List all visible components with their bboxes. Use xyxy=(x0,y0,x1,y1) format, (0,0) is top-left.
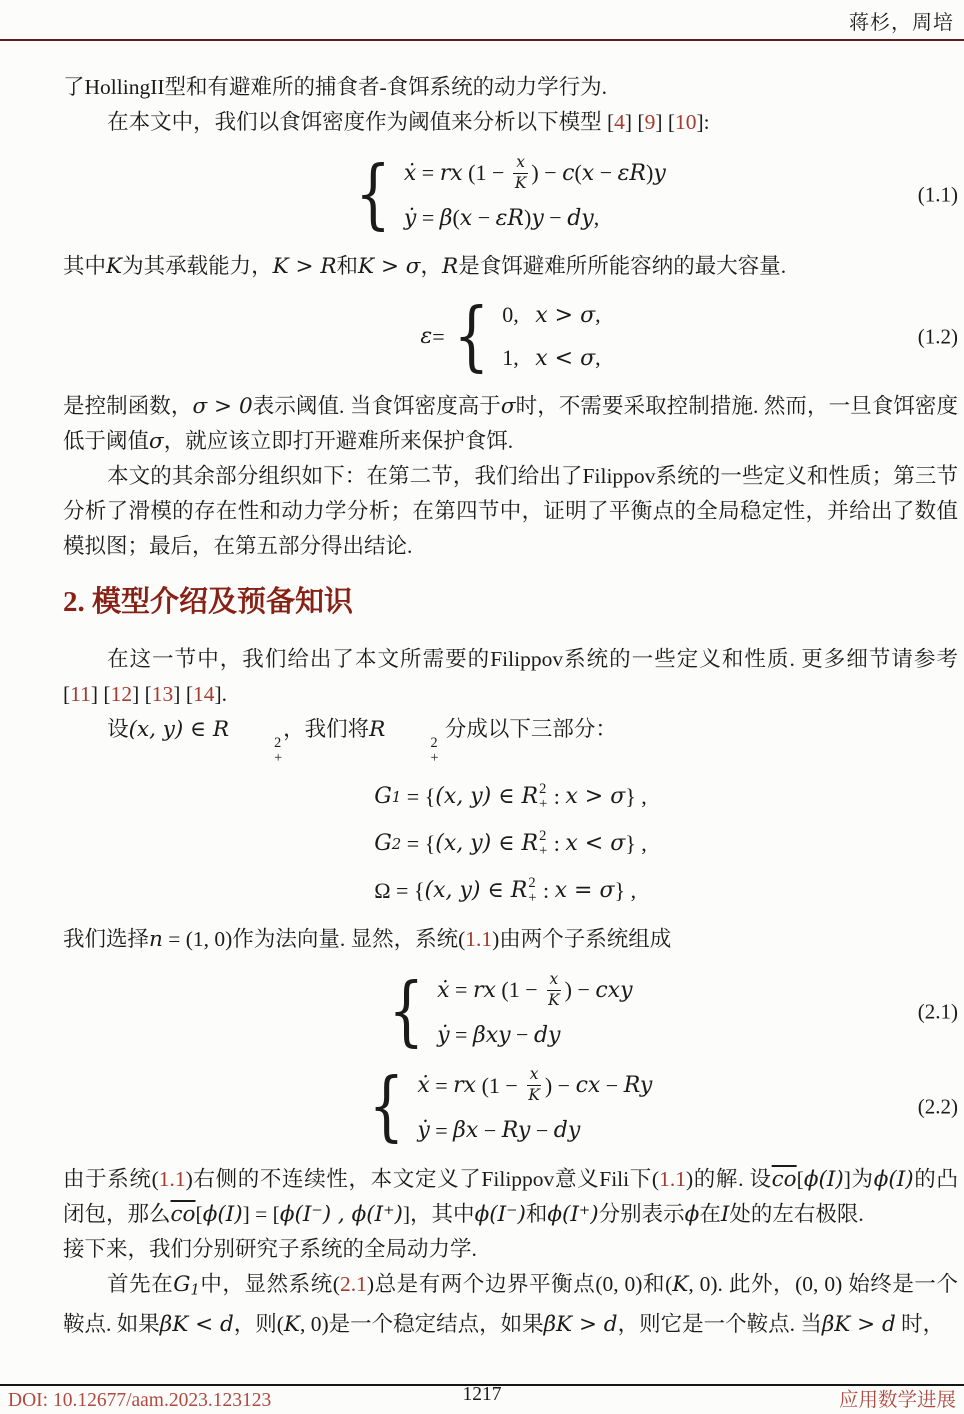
equation-lines xyxy=(437,971,632,1052)
text-run: ，就应该立即打开避难所来保护食饵. xyxy=(163,429,514,454)
equation-body xyxy=(420,292,601,381)
text-run: = xyxy=(429,1117,454,1143)
text-run: − xyxy=(478,1117,502,1143)
text-run: = xyxy=(432,323,445,349)
text-run: 2 xyxy=(391,834,402,853)
paragraph-continuation xyxy=(63,70,958,105)
text-run: } , xyxy=(625,830,647,856)
text-run: ( xyxy=(452,205,460,231)
text-run: (x, y) ∈ R xyxy=(128,717,230,743)
equation-line xyxy=(404,154,666,192)
equation-line xyxy=(404,201,666,235)
text-run: 1 xyxy=(190,1281,200,1299)
equation-label: (2.1) xyxy=(917,999,958,1024)
text-run: ]. xyxy=(214,682,228,707)
text-run: ]为 xyxy=(843,1166,874,1191)
equation-line xyxy=(437,1018,632,1052)
equation-lines xyxy=(502,298,600,375)
text-run: cxy xyxy=(595,977,633,1003)
equation-label: (1.2) xyxy=(917,324,958,349)
text-run: dy xyxy=(567,205,594,231)
text-run: (1 − xyxy=(462,160,510,186)
text-run: , xyxy=(593,205,600,231)
text-run: x xyxy=(459,205,473,231)
text-run: β xyxy=(439,205,453,231)
text-run: G xyxy=(173,1271,191,1297)
text-run: 接下来，我们分别研究子系统的全局动力学. xyxy=(63,1236,477,1261)
text-run: ϕ(I⁻) xyxy=(474,1201,526,1227)
text-run: ( xyxy=(574,160,582,186)
text-run: y xyxy=(653,160,666,186)
text-run: (x, y) ∈ R xyxy=(435,831,539,857)
text-run: G xyxy=(374,831,392,857)
text-run: 表示阈值. 当食饵密度高于 xyxy=(252,394,501,419)
text-run: 和 xyxy=(336,254,359,279)
text-run: ] [ xyxy=(173,682,193,707)
text-run: x > σ xyxy=(535,302,596,328)
text-run: ) − xyxy=(544,1072,576,1098)
text-run: )右侧的不连续性，本文定义了Filippov意义Fili下( xyxy=(185,1166,660,1191)
text-run: = (1, 0)作为法向量. 显然，系统( xyxy=(162,926,466,951)
paragraph-outline xyxy=(63,459,958,564)
equation-body xyxy=(368,1062,653,1151)
text-run: K xyxy=(106,254,123,280)
text-run: − xyxy=(543,205,568,231)
text-run: c xyxy=(562,160,575,186)
page-number: 1217 xyxy=(462,1384,502,1405)
paragraph-control-function xyxy=(63,389,958,459)
text-run: ，我们将 xyxy=(283,717,370,742)
text-run: )由两个子系统组成 xyxy=(492,926,672,951)
text-run: 设 xyxy=(107,717,129,742)
text-run: (1 − xyxy=(476,1072,524,1098)
text-run: ) xyxy=(524,205,532,231)
text-run: ϕ(I⁻) , ϕ(I⁺) xyxy=(279,1201,403,1227)
text-run: x < σ xyxy=(565,831,626,857)
text-run: = xyxy=(416,205,440,231)
text-run: K > R xyxy=(272,254,337,280)
text-run: (1 − xyxy=(495,977,544,1003)
equation-line xyxy=(374,780,647,814)
text-run: = xyxy=(449,977,473,1003)
section-heading: 2. 模型介绍及预备知识 xyxy=(63,586,354,619)
text-run: ]: xyxy=(696,110,710,134)
text-run: G xyxy=(374,784,392,810)
equation-label: (1.1) xyxy=(917,182,958,207)
text-run: βx xyxy=(453,1118,479,1144)
text-run: 的凸闭包，那么 xyxy=(63,1166,958,1226)
text-run: εR xyxy=(617,160,646,186)
text-run: : xyxy=(548,783,566,809)
text-run: 0, xyxy=(502,302,536,328)
footer xyxy=(8,1384,956,1412)
text-run: [ xyxy=(796,1166,804,1191)
sup-sub-stack: 2 + xyxy=(528,874,537,906)
text-run: ϕ(I) xyxy=(803,1166,844,1192)
text-run: x < σ xyxy=(535,345,596,371)
text-run: 1 xyxy=(391,787,402,806)
text-run: 时，不需要采取控制措施. 然而，一旦食饵密度低于阈值 xyxy=(63,394,958,454)
text-run: βK < d xyxy=(159,1312,234,1338)
text-run: 是控制函数， xyxy=(63,394,193,419)
text-run: ẏ xyxy=(437,1022,450,1048)
text-run: σ > 0 xyxy=(192,394,253,420)
equation-line xyxy=(502,341,600,375)
reference-link[interactable]: 2.1 xyxy=(339,1271,367,1296)
text-run: , 0). 此外，(0, 0) 始终是一个鞍点. 如果 xyxy=(63,1271,958,1337)
text-run: ϕ(I⁺) xyxy=(547,1201,599,1227)
text-run: − xyxy=(530,1117,554,1143)
text-run: x xyxy=(581,160,595,186)
text-run: x = σ xyxy=(554,878,615,904)
sup-sub-stack: 2 + xyxy=(430,735,439,767)
text-run: ) − xyxy=(564,977,596,1003)
text-run: rx xyxy=(439,160,463,186)
text-run: rx xyxy=(472,977,496,1003)
text-run: $\overline{co}$ xyxy=(771,1166,797,1192)
sup-sub-stack: 2 + xyxy=(539,780,548,812)
equation-lines xyxy=(417,1066,652,1147)
text-run: 我们选择 xyxy=(63,926,150,951)
text-run: = xyxy=(429,1072,454,1098)
text-run: = { xyxy=(401,783,436,809)
text-run: } , xyxy=(614,877,637,903)
text-run: K xyxy=(283,1312,300,1338)
equation-body xyxy=(355,150,666,238)
text-run: − xyxy=(594,160,618,186)
equation-line xyxy=(417,1114,652,1148)
text-run: = { xyxy=(401,830,436,856)
header-authors: 蒋杉，周培 xyxy=(849,12,954,34)
text-run: ] [ xyxy=(132,682,152,707)
text-run: ẋ xyxy=(417,1073,430,1099)
text-run: ，则它是一个鞍点. 当 xyxy=(617,1312,822,1337)
text-run: 1, xyxy=(502,345,536,371)
text-run: − xyxy=(510,1022,534,1048)
system-brace: { xyxy=(388,967,425,1055)
text-run: 分成以下三部分： xyxy=(439,717,617,742)
text-run: 首先在 xyxy=(107,1271,174,1296)
text-run: ϕ xyxy=(684,1201,700,1227)
text-run: − xyxy=(600,1072,624,1098)
text-run: [ xyxy=(195,1201,203,1226)
equation-line xyxy=(374,874,647,908)
text-run: I xyxy=(720,1201,730,1227)
text-run: n xyxy=(149,926,163,952)
text-run: R xyxy=(369,717,386,743)
text-run: : xyxy=(548,830,566,856)
text-run: = xyxy=(449,1022,473,1048)
text-run: 在这一节中，我们给出了本文所需要的Filippov系统的一些定义和性质. 更多细节请参考 [ xyxy=(63,647,958,707)
text-run: ε xyxy=(420,324,433,350)
reference-link[interactable]: 1.1 xyxy=(158,1166,186,1191)
text-run: cx xyxy=(575,1073,601,1099)
equation-lhs xyxy=(420,324,444,350)
text-run: 处的左右极限. xyxy=(729,1201,864,1226)
text-run: )的解. 设 xyxy=(685,1166,772,1191)
text-run: 由于系统( xyxy=(63,1166,159,1191)
equation-2-1 xyxy=(63,967,958,1055)
fraction: $\frac{x}{K}$ xyxy=(528,1065,540,1105)
text-run: ， xyxy=(420,254,442,279)
text-run: : xyxy=(537,877,555,903)
reference-link[interactable]: 4 xyxy=(614,110,625,134)
text-run: 中，显然系统( xyxy=(199,1271,340,1296)
paragraph-normal-vector xyxy=(63,922,958,957)
text-run: 是食饵避难所所能容纳的最大容量. xyxy=(458,254,787,279)
text-run: K > σ xyxy=(358,254,421,280)
equation-1-2 xyxy=(63,292,958,381)
paragraph-section-intro xyxy=(63,642,958,712)
text-run: ] = [ xyxy=(242,1201,280,1226)
text-run: ẏ xyxy=(417,1118,430,1144)
equation-line xyxy=(437,971,632,1009)
reference-link[interactable]: 12 xyxy=(110,682,133,707)
doi-link[interactable]: DOI: 10.12677/aam.2023.123123 xyxy=(8,1390,272,1411)
text-run: ẋ xyxy=(403,160,417,186)
text-run: $\overline{co}$ xyxy=(170,1201,196,1227)
reference-link[interactable]: 1.1 xyxy=(659,1166,686,1191)
text-run: 为其承载能力， xyxy=(122,254,273,279)
system-brace: { xyxy=(355,150,391,238)
text-run: , 0)是一个稳定结点，如果 xyxy=(299,1312,544,1337)
equation-line xyxy=(417,1066,652,1104)
text-run: ] [ xyxy=(655,110,676,134)
text-run: (x, y) ∈ R xyxy=(424,878,528,904)
equation-body xyxy=(388,967,633,1055)
fraction: $\frac{x}{K}$ xyxy=(514,153,527,192)
sup-sub-stack: 2 + xyxy=(274,735,283,767)
sup-sub-stack: 2 + xyxy=(539,827,548,859)
equation-line xyxy=(502,298,600,332)
text-run: σ xyxy=(500,394,516,420)
text-run: βK > d xyxy=(543,1312,618,1338)
text-run: rx xyxy=(453,1073,477,1099)
text-run: Ry xyxy=(623,1073,653,1099)
equation-label: (2.2) xyxy=(917,1094,958,1119)
header-rule xyxy=(0,39,964,41)
text-run: Ω = { xyxy=(374,877,425,903)
text-run: , xyxy=(595,345,601,371)
paragraph-filippov-solution xyxy=(63,1162,958,1232)
reference-link[interactable]: 10 xyxy=(675,110,697,134)
text-run: 本文的其余部分组织如下：在第二节，我们给出了Filippov系统的一些定义和性质；第三节分析了滑模的存在性和动力学分析；在第四节中，证明了平衡点的全局稳定性，并给出了数值模拟图；最后，在第五部分得出结论. xyxy=(63,464,958,559)
text-run: y xyxy=(531,205,544,231)
text-run: 在 xyxy=(699,1201,721,1226)
reference-link[interactable]: 11 xyxy=(70,682,91,707)
text-run: βxy xyxy=(472,1022,511,1048)
paragraph-model-intro xyxy=(63,105,958,140)
text-run: 了HollingII型和有避难所的捕食者-食饵系统的动力学行为. xyxy=(63,75,608,99)
text-run: 分别表示 xyxy=(598,1201,685,1226)
text-run: ϕ(I) xyxy=(202,1201,243,1227)
text-run: 在本文中，我们以食饵密度作为阈值来分析以下模型 [ xyxy=(107,110,615,134)
text-run: ϕ(I) xyxy=(873,1166,914,1192)
text-run: Ry xyxy=(501,1118,531,1144)
text-run: dy xyxy=(553,1118,581,1144)
text-run: = xyxy=(416,160,440,186)
text-run: ] [ xyxy=(90,682,111,707)
reference-link[interactable]: 13 xyxy=(151,682,174,707)
text-run: K xyxy=(672,1271,689,1297)
paragraph-partition-intro xyxy=(63,712,958,766)
text-run: ]，其中 xyxy=(402,1201,475,1226)
equation-regions xyxy=(63,780,958,908)
text-run: εR xyxy=(495,205,524,231)
text-run: ) xyxy=(646,160,654,186)
equation-line xyxy=(374,827,647,861)
reference-link[interactable]: 1.1 xyxy=(465,926,493,951)
paragraph-equilibria xyxy=(63,1267,958,1343)
paragraph-capacity xyxy=(63,249,958,284)
text-run: βK > d xyxy=(821,1312,896,1338)
text-run: 和 xyxy=(525,1201,548,1226)
journal-name: 应用数学进展 xyxy=(838,1390,956,1411)
system-brace: { xyxy=(368,1062,405,1151)
equation-lines xyxy=(404,154,666,235)
text-run: 时， xyxy=(895,1312,945,1337)
system-brace: { xyxy=(453,292,490,381)
text-run: ẋ xyxy=(437,977,450,1003)
text-run: dy xyxy=(533,1022,561,1048)
reference-link[interactable]: 14 xyxy=(192,682,215,707)
equation-lines xyxy=(374,780,647,908)
text-run: )总是有两个边界平衡点(0, 0)和( xyxy=(366,1271,673,1296)
text-run: , xyxy=(595,302,601,328)
paragraph-next-step xyxy=(63,1232,958,1267)
text-run: x > σ xyxy=(565,784,626,810)
text-run: σ xyxy=(149,429,164,455)
text-run: R xyxy=(441,254,459,280)
text-run: } , xyxy=(625,783,647,809)
text-run: (x, y) ∈ R xyxy=(435,784,539,810)
text-run: ẏ xyxy=(403,205,417,231)
reference-link[interactable]: 9 xyxy=(644,110,656,134)
text-run: − xyxy=(472,205,496,231)
equation-2-2 xyxy=(63,1062,958,1151)
text-run: 其中 xyxy=(63,254,107,279)
text-run: ) − xyxy=(531,160,563,186)
page-content xyxy=(63,70,958,1342)
fraction: $\frac{x}{K}$ xyxy=(548,969,560,1009)
text-run: ，则( xyxy=(233,1312,284,1337)
equation-1-1 xyxy=(63,150,958,238)
text-run: ] [ xyxy=(624,110,645,134)
